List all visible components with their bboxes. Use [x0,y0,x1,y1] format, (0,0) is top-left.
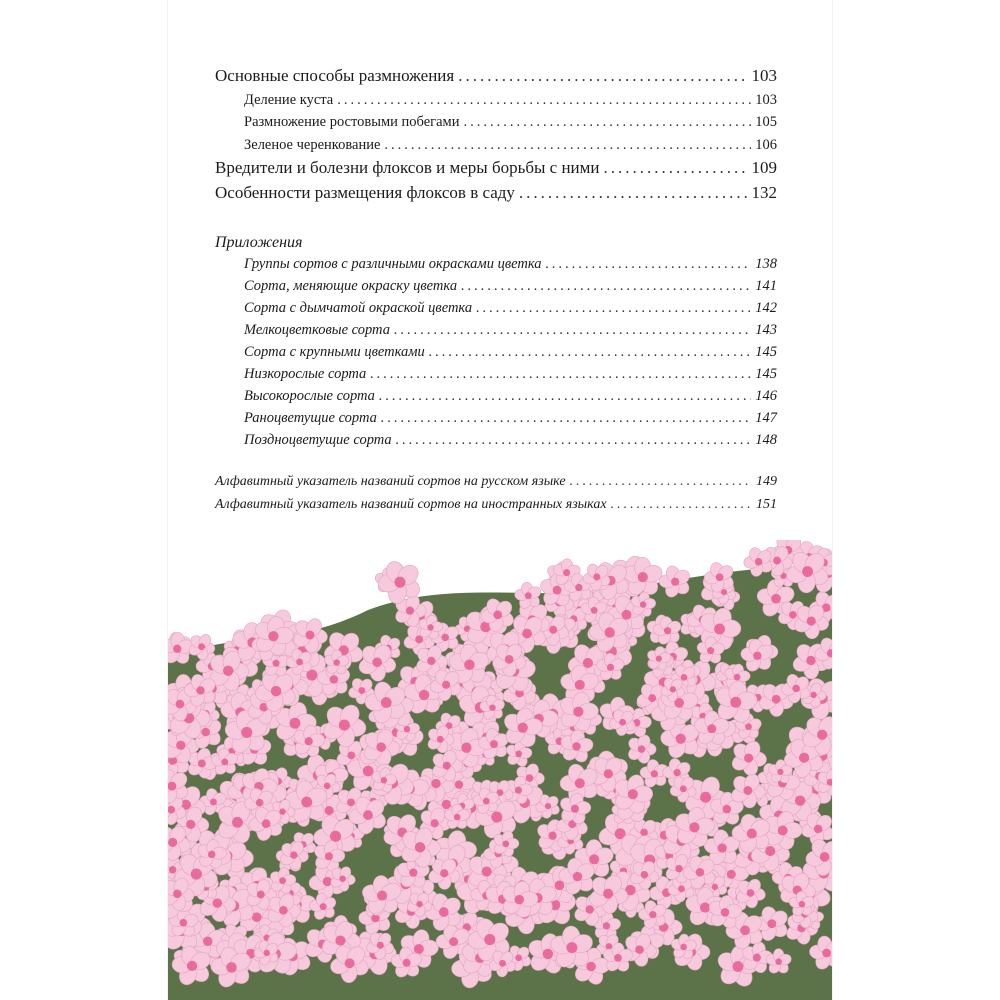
leader-dots [604,158,748,178]
toc-appendix-entry[interactable] [244,410,777,427]
toc-entry-title: Раноцветущие сорта [244,410,377,426]
leader-dots [463,114,751,131]
toc-entry-page: 149 [756,474,777,489]
toc-entry-title: Низкорослые сорта [244,366,367,382]
leader-dots [570,474,752,490]
leader-dots [546,256,752,273]
leader-dots [396,432,752,449]
leader-dots [519,183,748,203]
leader-dots [370,366,751,383]
toc-entry-title: Группы сортов с различными окрасками цветка [244,256,542,272]
toc-entry-page: 103 [751,66,777,85]
table-of-contents [168,0,832,540]
toc-entry-page: 103 [755,92,777,108]
toc-entry-page: 105 [755,114,777,130]
toc-entry-page: 147 [755,410,777,426]
toc-appendix-entry[interactable] [244,366,777,383]
toc-entry-page: 146 [755,388,777,404]
toc-entry-title: Сорта с дымчатой окраской цветка [244,300,473,316]
toc-appendix-entry[interactable] [244,278,777,295]
toc-entry-title: Поздноцветущие сорта [244,432,392,448]
toc-entry-page: 145 [755,366,777,382]
toc-entry-page: 148 [755,432,777,448]
toc-entry-title: Алфавитный указатель названий сортов на иностранных языках [215,497,607,512]
toc-entry-page: 141 [755,278,777,294]
leader-dots [429,344,751,361]
flowers-illustration [168,540,832,1000]
toc-appendix-entry[interactable] [244,432,777,449]
toc-index-entry[interactable] [215,497,777,513]
leader-dots [379,388,751,405]
toc-entry-title: Мелкоцветковые сорта [244,322,390,338]
toc-appendix-entry[interactable] [244,300,777,317]
book-page [168,0,832,1000]
leader-dots [394,322,751,339]
toc-entry[interactable] [215,183,777,203]
toc-subentry[interactable] [244,137,777,154]
toc-entry-page: 143 [755,322,777,338]
toc-appendix-entry[interactable] [244,256,777,273]
toc-appendix-entry[interactable] [244,388,777,405]
toc-entry-page: 151 [756,497,777,512]
toc-entry-title: Деление куста [244,92,334,108]
toc-entry-page: 142 [755,300,777,316]
toc-entry-title: Алфавитный указатель названий сортов на русском языке [215,474,566,489]
toc-entry-title: Высокорослые сорта [244,388,375,404]
toc-entry-title: Вредители и болезни флоксов и меры борьбы с ними [215,158,600,177]
phlox-flowers-photo [168,540,832,1000]
leader-dots [476,300,751,317]
toc-entry-title: Особенности размещения флоксов в саду [215,183,515,202]
leader-dots [458,66,747,86]
leader-dots [611,497,752,513]
leader-dots [381,410,751,427]
toc-entry[interactable] [215,158,777,178]
toc-entry-page: 109 [751,158,777,177]
leader-dots [384,137,751,154]
leader-dots [337,92,751,109]
toc-entry-title: Зеленое черенкование [244,137,381,153]
toc-entry-title: Размножение ростовыми побегами [244,114,460,130]
toc-entry-title: Сорта с крупными цветками [244,344,425,360]
toc-entry-page: 132 [751,183,777,202]
toc-appendix-entry[interactable] [244,322,777,339]
toc-subentry[interactable] [244,92,777,109]
toc-entry-title: Основные способы размножения [215,66,455,85]
toc-entry-page: 138 [755,256,777,272]
toc-entry-page: 145 [755,344,777,360]
toc-index-entry[interactable] [215,474,777,490]
toc-subentry[interactable] [244,114,777,131]
toc-entry-title: Сорта, меняющие окраску цветка [244,278,458,294]
toc-entry-page: 106 [755,137,777,153]
toc-entry[interactable] [215,66,777,86]
toc-appendix-entry[interactable] [244,344,777,361]
leader-dots [461,278,751,295]
appendix-heading: Приложения [215,234,303,251]
